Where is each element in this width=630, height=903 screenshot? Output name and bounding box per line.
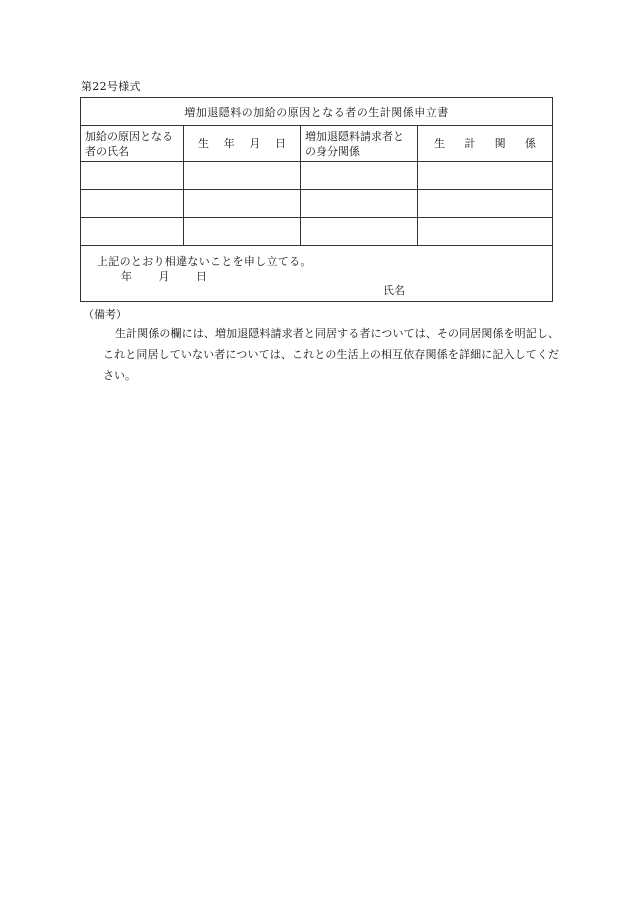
relationship-cell[interactable] xyxy=(301,162,418,190)
header-livelihood xyxy=(418,126,553,162)
table-row xyxy=(81,162,553,190)
header-row xyxy=(81,126,553,162)
form-title: 増加退隠料の加給の原因となる者の生計関係申立書 xyxy=(81,98,553,126)
header-birth-char: 生 xyxy=(198,137,209,150)
date-day-label: 日 xyxy=(196,270,207,283)
header-livelihood-char: 生 xyxy=(434,137,445,150)
declaration-form-table xyxy=(80,97,553,302)
header-livelihood-char: 計 xyxy=(464,137,476,150)
header-birth-char: 月 xyxy=(249,137,261,150)
header-birth-char: 年 xyxy=(223,137,235,150)
birth-date-cell[interactable] xyxy=(184,190,301,218)
name-cell[interactable] xyxy=(81,190,184,218)
declaration-cell xyxy=(81,246,553,302)
declaration-row xyxy=(81,246,553,302)
name-cell[interactable] xyxy=(81,218,184,246)
date-month-label: 月 xyxy=(158,270,170,283)
header-birth-date xyxy=(184,126,301,162)
title-row xyxy=(81,98,553,126)
birth-date-cell[interactable] xyxy=(184,218,301,246)
declaration-date[interactable] xyxy=(121,268,207,284)
header-livelihood-char: 関 xyxy=(494,137,506,150)
form-number: 第22号様式 xyxy=(81,80,141,93)
birth-date-cell[interactable] xyxy=(184,162,301,190)
livelihood-cell[interactable] xyxy=(418,162,553,190)
relationship-cell[interactable] xyxy=(301,218,418,246)
remarks-text: 生計関係の欄には、増加退隠料請求者と同居する者については、その同居関係を明記し、これと同居していない者については、これとの生活上の相互依存関係を詳細に記入してください。 xyxy=(103,327,559,382)
livelihood-cell[interactable] xyxy=(418,190,553,218)
table-row xyxy=(81,218,553,246)
declaration-name-label: 氏名 xyxy=(383,284,405,297)
relationship-cell[interactable] xyxy=(301,190,418,218)
header-name: 加給の原因となる者の氏名 xyxy=(81,126,184,162)
date-year-label: 年 xyxy=(121,270,132,283)
header-livelihood-char: 係 xyxy=(524,137,536,150)
livelihood-cell[interactable] xyxy=(418,218,553,246)
header-birth-char: 日 xyxy=(274,137,286,150)
remarks-title: （備考） xyxy=(83,308,127,321)
name-cell[interactable] xyxy=(81,162,184,190)
table-row xyxy=(81,190,553,218)
header-relationship: 増加退隠料請求者との身分関係 xyxy=(301,126,418,162)
declaration-text: 上記のとおり相違ないことを申し立てる。 xyxy=(97,255,312,268)
